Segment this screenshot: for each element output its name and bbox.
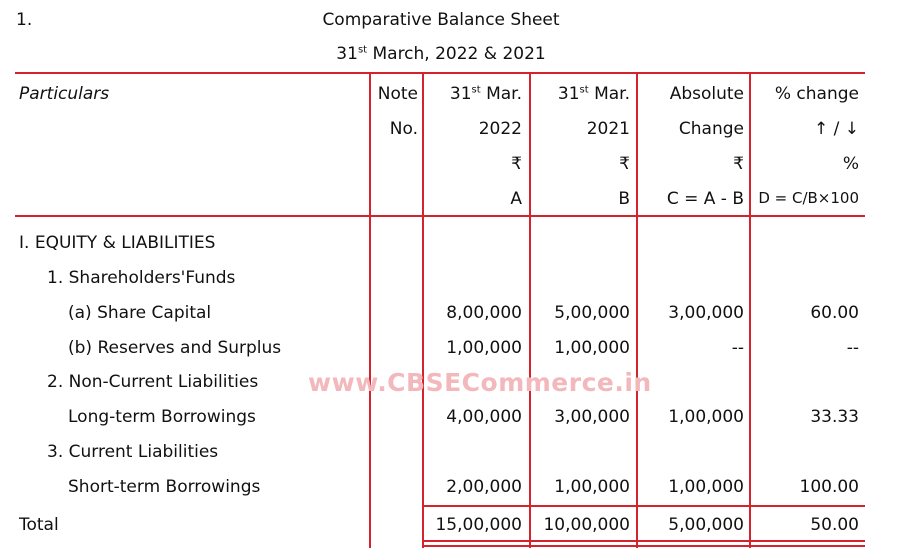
col-divider-a: [529, 72, 531, 548]
cell-value-b: 5,00,000: [554, 303, 630, 323]
header-col-a-date: 31st Mar.: [449, 84, 522, 104]
header-col-b-unit: ₹: [619, 154, 630, 174]
col-divider-c: [749, 72, 751, 548]
cell-value-a: 2,00,000: [446, 477, 522, 497]
header-col-c-line1: Absolute: [669, 84, 744, 104]
col-divider-particulars: [369, 72, 371, 548]
cell-value-d: --: [846, 338, 859, 358]
header-col-c-unit: ₹: [733, 154, 744, 174]
cell-value-d: 100.00: [799, 477, 859, 497]
header-col-b-year: 2021: [586, 119, 630, 139]
question-number: 1.: [16, 10, 33, 30]
cell-value-a: 1,00,000: [446, 338, 522, 358]
header-col-d-unit: %: [842, 154, 859, 174]
cell-value-a: 4,00,000: [446, 407, 522, 427]
cell-value-c: 1,00,000: [668, 407, 744, 427]
cell-value-b: 1,00,000: [554, 338, 630, 358]
header-col-c-code: C = A - B: [666, 189, 744, 209]
watermark-text: www.CBSECommerce.in: [308, 368, 652, 397]
header-col-b-code: B: [618, 189, 630, 209]
total-bottom-rule: [423, 540, 865, 542]
header-bottom-rule: [15, 215, 865, 217]
header-col-b-date: 31st Mar.: [557, 84, 630, 104]
header-col-d-arrows: ↑ / ↓: [813, 119, 859, 139]
cell-value-b: 1,00,000: [554, 477, 630, 497]
row-label: 2. Non-Current Liabilities: [47, 372, 259, 392]
cell-value-a: 8,00,000: [446, 303, 522, 323]
row-label: Long-term Borrowings: [68, 407, 256, 427]
total-double-rule: [423, 545, 865, 547]
row-label: 1. Shareholders'Funds: [47, 268, 236, 288]
cell-value-d: 60.00: [810, 303, 859, 323]
statement-date: 31st March, 2022 & 2021: [336, 44, 546, 64]
total-value-b: 10,00,000: [543, 515, 630, 535]
total-label: Total: [19, 515, 59, 535]
header-note-line1: Note: [377, 84, 418, 104]
row-label: 3. Current Liabilities: [47, 442, 219, 462]
row-label: (a) Share Capital: [68, 303, 212, 323]
header-col-c-line2: Change: [678, 119, 744, 139]
header-col-a-unit: ₹: [511, 154, 522, 174]
cell-value-c: 1,00,000: [668, 477, 744, 497]
total-value-c: 5,00,000: [668, 515, 744, 535]
cell-value-b: 3,00,000: [554, 407, 630, 427]
total-value-d: 50.00: [810, 515, 859, 535]
header-note-line2: No.: [389, 119, 418, 139]
statement-title: Comparative Balance Sheet: [322, 10, 560, 30]
cell-value-c: --: [731, 338, 744, 358]
row-label: (b) Reserves and Surplus: [68, 338, 282, 358]
cell-value-d: 33.33: [810, 407, 859, 427]
row-label: Short-term Borrowings: [68, 477, 261, 497]
total-top-rule: [423, 505, 865, 507]
header-col-a-year: 2022: [478, 119, 522, 139]
total-value-a: 15,00,000: [435, 515, 522, 535]
cell-value-c: 3,00,000: [668, 303, 744, 323]
header-col-d-code: D = C/B×100: [758, 189, 859, 207]
header-col-d-line1: % change: [774, 84, 859, 104]
col-divider-b: [636, 72, 638, 548]
header-col-a-code: A: [510, 189, 522, 209]
col-divider-note: [422, 72, 424, 548]
header-particulars: Particulars: [19, 84, 110, 104]
table-top-rule: [15, 72, 865, 74]
row-label: I. EQUITY & LIABILITIES: [19, 233, 216, 253]
